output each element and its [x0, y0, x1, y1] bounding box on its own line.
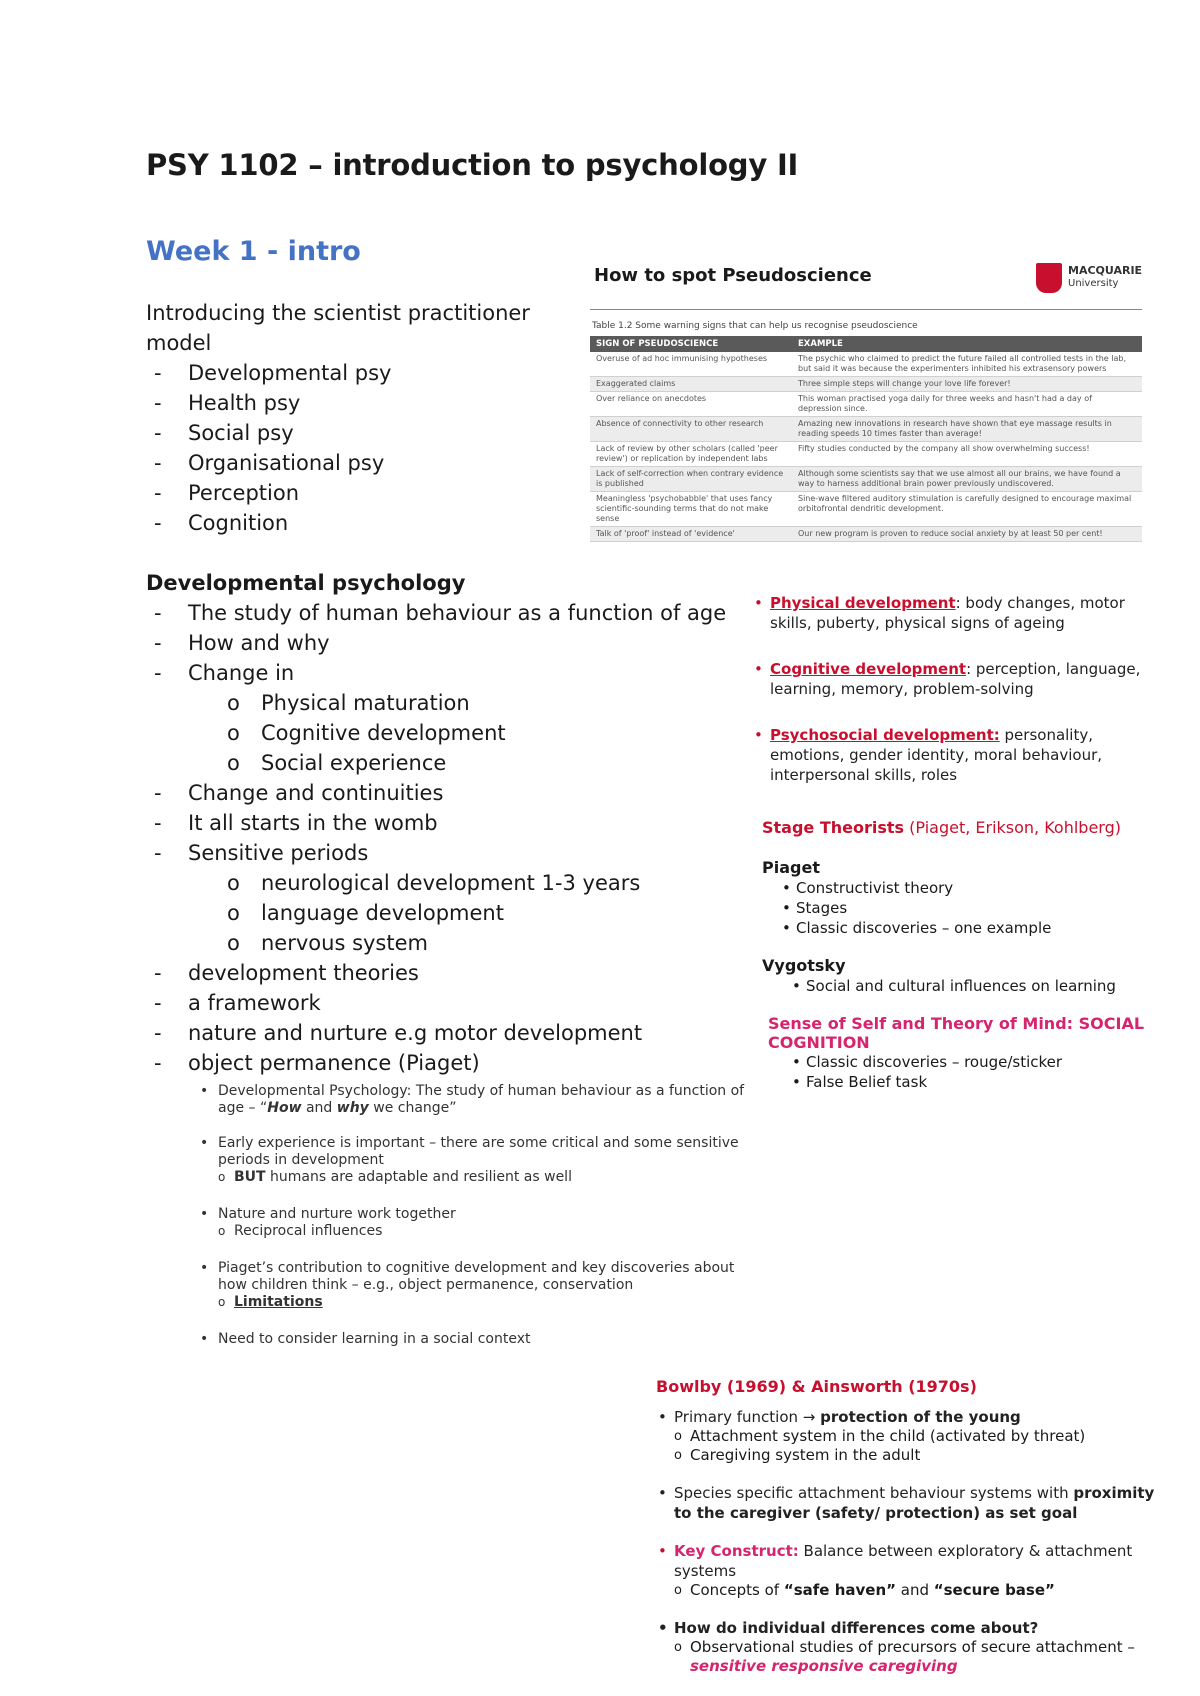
slide-title: How to spot Pseudoscience [594, 265, 872, 286]
sign-cell: Talk of 'proof' instead of 'evidence' [590, 527, 792, 542]
attachment-sub: o Observational studies of precursors of secure attachment – [656, 1638, 1176, 1657]
pseudoscience-table [590, 336, 1142, 542]
dev-list-item: - Sensitive periods [146, 838, 726, 868]
attachment-bullet: • How do individual differences come about? [656, 1618, 1176, 1638]
intro-line: model [146, 331, 212, 355]
sign-cell: Exaggerated claims [590, 377, 792, 392]
table-row [590, 442, 1142, 467]
attachment-heading: Bowlby (1969) & Ainsworth (1970s) [656, 1377, 977, 1396]
intro-list-item: - Organisational psy [146, 448, 530, 478]
dev-list-item: - a framework [146, 988, 726, 1018]
intro-line: Introducing the scientist practitioner [146, 301, 530, 325]
self-item: • False Belief task [772, 1072, 1162, 1092]
table-header: SIGN OF PSEUDOSCIENCE [590, 336, 792, 352]
dev-list-item: - object permanence (Piaget) [146, 1048, 726, 1078]
sign-cell: Lack of self-correction when contrary evidence is published [590, 467, 792, 492]
piaget-item: • Stages [762, 898, 1162, 918]
piaget-heading: Piaget [762, 858, 820, 877]
attachment-block [656, 1377, 1176, 1676]
intro-block [146, 298, 530, 538]
dev-sub-item: o neurological development 1-3 years [146, 868, 726, 898]
table-row [590, 527, 1142, 542]
summary-sub: o BUT humans are adaptable and resilient as well [196, 1169, 756, 1186]
table-row [590, 492, 1142, 527]
stage-block [762, 818, 1162, 1092]
dev-sub-item: o Cognitive development [146, 718, 726, 748]
pseudoscience-slide [590, 255, 1150, 555]
intro-list-item: - Perception [146, 478, 530, 508]
table-row [590, 377, 1142, 392]
shield-icon [1036, 263, 1062, 293]
example-cell: Amazing new innovations in research have shown that eye massage results in reading speeds 10 times faster than average! [792, 417, 1142, 442]
summary-sub: o Limitations [196, 1294, 756, 1311]
dev-list-item: - nature and nurture e.g motor development [146, 1018, 726, 1048]
attachment-bullet: • Species specific attachment behaviour systems with proximity to the caregiver (safety/ protection) as set goal [656, 1483, 1176, 1523]
example-cell: Three simple steps will change your love life forever! [792, 377, 1142, 392]
dev-sub-item: o Social experience [146, 748, 726, 778]
week-heading: Week 1 - intro [146, 236, 361, 267]
dev-sub-item: o Physical maturation [146, 688, 726, 718]
domain-psychosocial: • Psychosocial development: personality, emotions, gender identity, moral behaviour, interpersonal skills, roles [752, 725, 1152, 785]
university-logo [1036, 259, 1148, 299]
sign-cell: Over reliance on anecdotes [590, 392, 792, 417]
domain-physical: • Physical development: body changes, motor skills, puberty, physical signs of ageing [752, 593, 1152, 633]
intro-list-item: - Cognition [146, 508, 530, 538]
piaget-item: • Constructivist theory [762, 878, 1162, 898]
vygotsky-list [762, 976, 1162, 996]
domain-cognitive: • Cognitive development: perception, language, learning, memory, problem-solving [752, 659, 1152, 699]
page-title: PSY 1102 – introduction to psychology II [146, 148, 799, 182]
summary-sub: o Reciprocal influences [196, 1223, 756, 1240]
summary-bullet: • Need to consider learning in a social context [196, 1331, 756, 1348]
attachment-sub-emphasis: sensitive responsive caregiving [690, 1657, 958, 1675]
sign-cell: Overuse of ad hoc immunising hypotheses [590, 352, 792, 377]
dev-sub-item: o nervous system [146, 928, 726, 958]
table-row [590, 467, 1142, 492]
divider [590, 309, 1142, 310]
dev-list-item: - How and why [146, 628, 726, 658]
attachment-bullet: • Key Construct: Balance between exploratory & attachment systems [656, 1541, 1176, 1581]
self-heading: Sense of Self and Theory of Mind: SOCIAL COGNITION [768, 1014, 1145, 1052]
stage-heading: Stage Theorists (Piaget, Erikson, Kohlberg) [762, 818, 1121, 837]
table-header: EXAMPLE [792, 336, 1142, 352]
sign-cell: Absence of connectivity to other research [590, 417, 792, 442]
attachment-sub: o Concepts of “safe haven” and “secure base” [656, 1581, 1176, 1600]
dev-list-item: - development theories [146, 958, 726, 988]
summary-bullet: • Nature and nurture work together [196, 1206, 756, 1223]
sign-cell: Meaningless 'psychobabble' that uses fancy scientific-sounding terms that do not make sense [590, 492, 792, 527]
example-cell: Sine-wave filtered auditory stimulation is carefully designed to encourage maximal orbitofrontal dendritic development. [792, 492, 1142, 527]
dev-list-item: - Change and continuities [146, 778, 726, 808]
dev-sub-item: o language development [146, 898, 726, 928]
vygotsky-item: • Social and cultural influences on learning [772, 976, 1162, 996]
domains-block [752, 593, 1152, 785]
summary-bullet: • Early experience is important – there are some critical and some sensitive periods in development [196, 1135, 756, 1169]
dev-list-item: - Change in [146, 658, 726, 688]
sign-cell: Lack of review by other scholars (called 'peer review') or replication by independent labs [590, 442, 792, 467]
dev-heading: Developmental psychology [146, 571, 466, 595]
intro-list-item: - Social psy [146, 418, 530, 448]
dev-list-item: - It all starts in the womb [146, 808, 726, 838]
summary-bullet: • Developmental Psychology: The study of human behaviour as a function of age – “How and why we change” [196, 1083, 756, 1117]
example-cell: Fifty studies conducted by the company all show overwhelming success! [792, 442, 1142, 467]
attachment-sub: o Attachment system in the child (activated by threat) [656, 1427, 1176, 1446]
intro-list [146, 358, 530, 538]
vygotsky-heading: Vygotsky [762, 956, 846, 975]
dev-list-item: - The study of human behaviour as a function of age [146, 598, 726, 628]
attachment-sub: o Caregiving system in the adult [656, 1446, 1176, 1465]
logo-sub: University [1068, 278, 1119, 289]
table-row [590, 392, 1142, 417]
intro-list-item: - Developmental psy [146, 358, 530, 388]
dev-block [146, 568, 726, 1078]
dev-list [146, 598, 726, 1078]
self-list [762, 1052, 1162, 1092]
example-cell: Although some scientists say that we use almost all our brains, we have found a way to harness additional brain power previously undiscovered. [792, 467, 1142, 492]
self-item: • Classic discoveries – rouge/sticker [772, 1052, 1162, 1072]
logo-name: MACQUARIE [1068, 264, 1143, 277]
table-row [590, 352, 1142, 377]
piaget-list [762, 878, 1162, 938]
summary-block [196, 1083, 756, 1348]
summary-bullet: • Piaget’s contribution to cognitive development and key discoveries about how children think – e.g., object permanence, conservation [196, 1260, 756, 1294]
example-cell: Our new program is proven to reduce social anxiety by at least 50 per cent! [792, 527, 1142, 542]
intro-list-item: - Health psy [146, 388, 530, 418]
table-row [590, 417, 1142, 442]
example-cell: The psychic who claimed to predict the future failed all controlled tests in the lab, but said it was because the experimenters inhibited his extrasensory powers [792, 352, 1142, 377]
piaget-item: • Classic discoveries – one example [762, 918, 1162, 938]
attachment-bullet: • Primary function → protection of the young [656, 1407, 1176, 1427]
table-caption: Table 1.2 Some warning signs that can help us recognise pseudoscience [592, 321, 918, 331]
example-cell: This woman practised yoga daily for three weeks and hasn't had a day of depression since. [792, 392, 1142, 417]
